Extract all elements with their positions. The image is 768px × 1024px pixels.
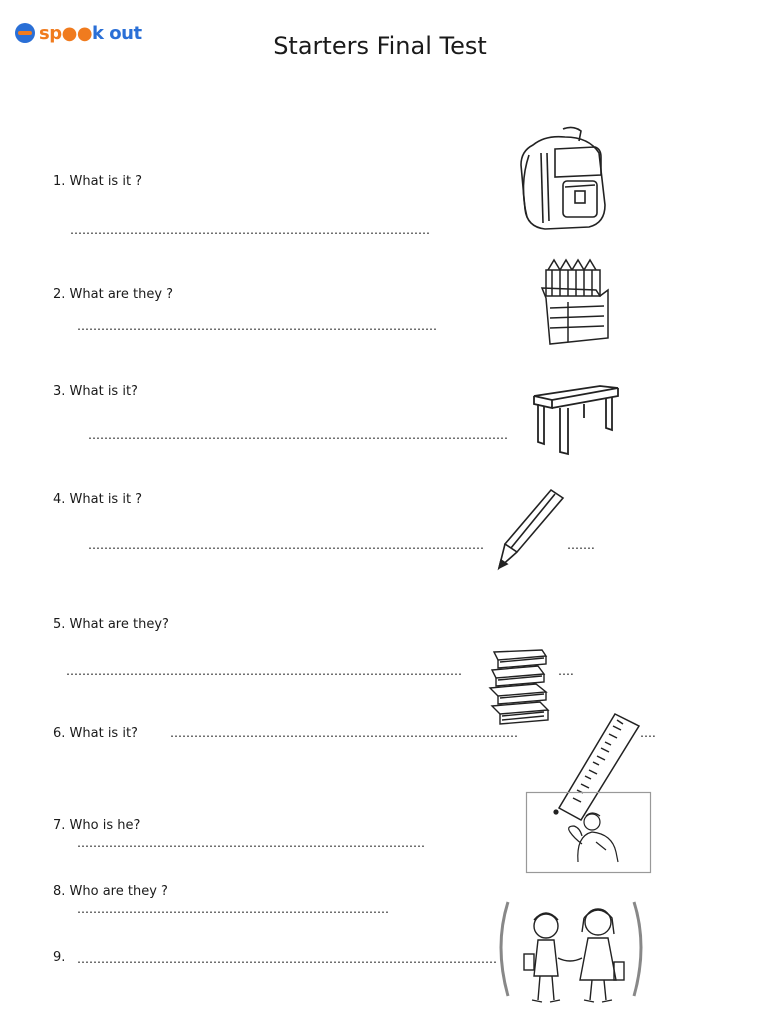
answer-line-5[interactable]: ……………………………………………………………………………………… [66, 664, 462, 678]
question-8: 8. Who are they ? [53, 884, 168, 899]
crayons-icon [538, 258, 613, 352]
question-6: 6. What is it? [53, 726, 138, 741]
answer-line-2[interactable]: ……………………………………………………………………………… [77, 319, 437, 333]
answer-line-6-tail: …. [640, 726, 656, 740]
page-title: Starters Final Test [273, 32, 487, 60]
children-icon [498, 896, 648, 1018]
answer-line-8[interactable]: …………………………………………………………………… [77, 902, 389, 916]
question-5: 5. What are they? [53, 617, 169, 632]
question-2: 2. What are they ? [53, 287, 174, 302]
answer-line-9[interactable]: …………………………………………………………………………………………… [77, 952, 497, 966]
answer-line-7[interactable]: …………………………………………………………………………… [77, 836, 425, 850]
table-icon [530, 378, 622, 462]
answer-line-4-tail: ……. [567, 538, 595, 552]
man-icon [526, 792, 654, 880]
answer-line-6[interactable]: …………………………………………………………………………… [170, 726, 518, 740]
question-7: 7. Who is he? [53, 818, 141, 833]
answer-line-1[interactable]: ……………………………………………………………………………… [70, 223, 430, 237]
backpack-icon [515, 125, 610, 237]
answer-line-3[interactable]: …………………………………………………………………………………………… [88, 428, 508, 442]
answer-line-5-tail: …. [558, 664, 574, 678]
books-icon [486, 648, 552, 732]
question-9: 9. [53, 950, 66, 965]
question-1: 1. What is it ? [53, 174, 143, 189]
logo-text: sp●●k out [39, 22, 142, 44]
answer-line-4[interactable]: ……………………………………………………………………………………… [88, 538, 484, 552]
pencil-icon [495, 488, 567, 576]
question-4: 4. What is it ? [53, 492, 143, 507]
question-3: 3. What is it? [53, 384, 138, 399]
